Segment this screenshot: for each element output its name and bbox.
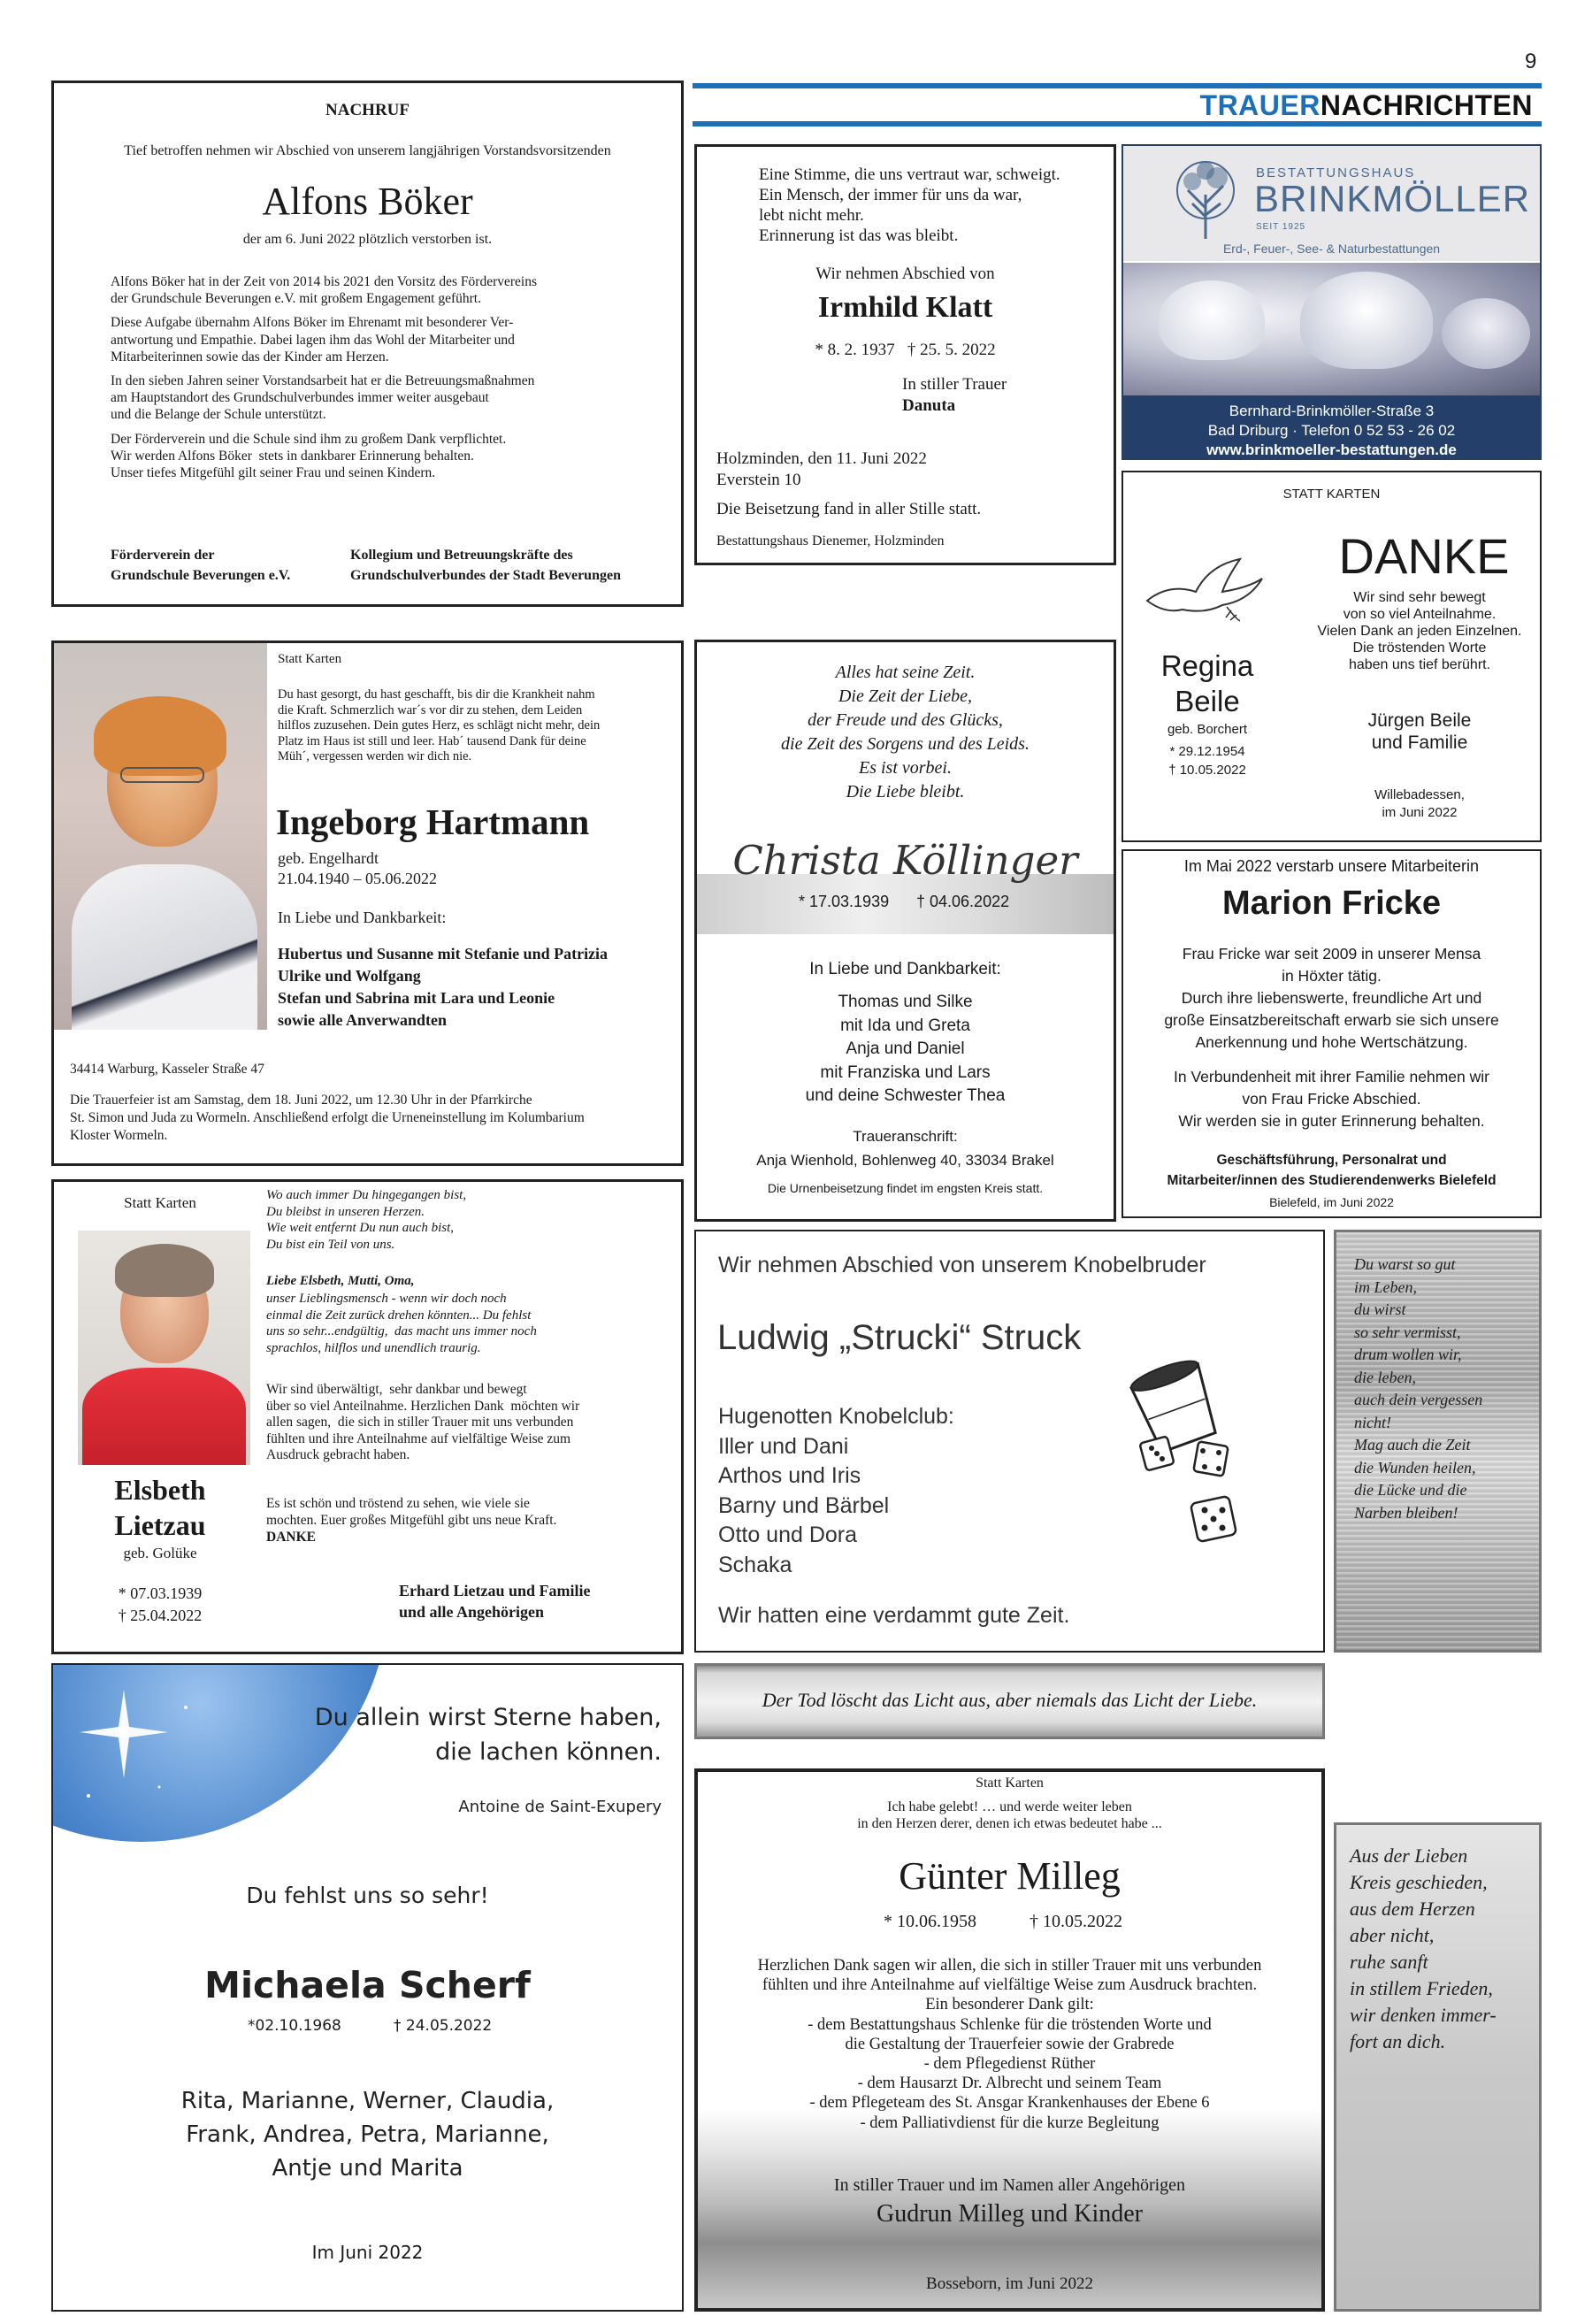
deceased-name: Christa Köllinger (732, 837, 1078, 884)
kicker: Statt Karten (124, 1194, 196, 1211)
funeral-text: Die Trauerfeier ist am Samstag, dem 18. Juni 2022, um 12.30 Uhr in der Pfarrkirche St. Simon und Juda zu Wormeln. Anschließend erfolgt die Urneneinstellung im Kolumbarium Kloster Wormeln. (70, 1093, 585, 1143)
die-icon (1187, 1492, 1249, 1554)
ad-tagline: Erd-, Feuer-, See- & Naturbestattungen (1222, 242, 1441, 256)
notice-body: Frau Fricke war seit 2009 in unserer Mensa in Höxter tätig. Durch ihre liebenswerte, freundliche Art und große Einsatzbereitschaft erwarb sie sich unsere Anerkennung und hohe Wertschätzung. (1164, 945, 1499, 1051)
poem-panel-sea (1334, 1230, 1542, 1653)
poem: Eine Stimme, die uns vertraut war, schweigt. Ein Mensch, der immer für uns da war, lebt nicht mehr. Erinnerung ist das was bleibt. (759, 165, 1060, 245)
family-list: Jürgen Beile und Familie (1367, 710, 1472, 753)
birth-date: *02.10.1968 (248, 2017, 341, 2035)
poem: Alles hat seine Zeit. Die Zeit der Liebe, der Freude und des Glücks, die Zeit des Sorgens und des Leids. Es ist vorbei. Die Liebe bleibt. (781, 663, 1030, 802)
signature: Geschäftsführung, Personalrat und Mitarbeiter/innen des Studierendenwerks Bielefeld (1167, 1153, 1497, 1188)
salutation: Liebe Elsbeth, Mutti, Oma, (266, 1274, 415, 1288)
deceased-first-name: Regina (1160, 649, 1254, 682)
death-date: † 04.06.2022 (916, 893, 1010, 910)
poem: Ich habe gelebt! … und werde weiter leben in den Herzen derer, denen ich etwas bedeutet habe ... (857, 1799, 1162, 1831)
thanks-heading: DANKE (1338, 528, 1510, 584)
intro-text: Tief betroffen nehmen wir Abschied von unserem langjährigen Vorstandsvorsitzenden (124, 143, 611, 158)
death-date: † 10.05.2022 (1168, 763, 1246, 778)
thanks-text: Herzlichen Dank sagen wir allen, die sich in stiller Trauer mit uns verbunden fühlten und ihre Anteilnahme auf vielfältige Weise zum Ausdruck brachten. Ein besonderer Dank gilt: - dem Bestattungshaus Schlenke für die tröstenden Worte und die Gestaltung der Trauerfeier sowie der Grabrede - dem Pflegedienst Rüther - dem Hausarzt Dr. Albrecht und seinem Team - dem Pflegeteam des St. Ansgar Krankenhauses der Ebene 6 - dem Palliativdienst für die kurze Begleitung (757, 1957, 1262, 2132)
mourner-name: Danuta (902, 396, 956, 415)
family-list: Rita, Marianne, Werner, Claudia, Frank, Andrea, Petra, Marianne, Antje und Marita (180, 2088, 555, 2182)
birth-date: * 10.06.1958 (884, 1912, 976, 1931)
notice-beile (1122, 471, 1542, 842)
place-date: Holzminden, den 11. Juni 2022 Everstein 10 (716, 449, 927, 489)
poem: Wo auch immer Du hingegangen bist, Du bleibst in unseren Herzen. Wie weit entfernt Du nun auch bist, Du bist ein Teil von uns. (266, 1188, 467, 1252)
notice-klatt (694, 144, 1116, 565)
poem: Du hast gesorgt, du hast geschafft, bis dir die Krankheit nahm die Kraft. Schmerzlich war´s vor dir zu stehen, dem Leiden hilflos zuzusehen. Dein gutes Herz, es schlägt nicht mehr, dein Platz im Haus ist still und leer. Hab´ tausend Dank für deine Müh´, vergessen werden wir dich nie. (278, 687, 601, 763)
deceased-name: Ludwig „Strucki“ Struck (717, 1318, 1082, 1357)
notice-fricke (1122, 849, 1542, 1218)
intro-text: Im Mai 2022 verstarb unsere Mitarbeiterin (1183, 857, 1480, 875)
notice-lietzau (51, 1179, 684, 1654)
death-date: † 10.05.2022 (1030, 1912, 1122, 1931)
poem: Du warst so gut im Leben, du wirst so sehr vermisst, drum wollen wir, die leben, auch dein vergessen nicht! Mag auch die Zeit die Wunden heilen, die Lücke und die Narben bleiben! (1354, 1255, 1483, 1522)
place-date: Bosseborn, im Juni 2022 (926, 2274, 1093, 2293)
quote-strip (694, 1663, 1325, 1739)
birth-name: geb. Engelhardt (278, 849, 379, 867)
tree-logo-icon (1166, 155, 1245, 243)
death-date: † 25.04.2022 (118, 1607, 203, 1624)
section-header (693, 89, 1542, 127)
quote-author: Antoine de Saint-Exupery (458, 1798, 662, 1816)
dice-cup-icon (1125, 1329, 1284, 1488)
club-list: Hugenotten Knobelclub: Iller und Dani Arthos und Iris Barny und Bärbel Otto und Dora Schaka (718, 1404, 954, 1577)
portrait-photo (78, 1231, 250, 1465)
deceased-first-name: Elsbeth (114, 1474, 206, 1506)
address: Anja Wienhold, Bohlenweg 40, 33034 Brakel (756, 1152, 1054, 1169)
quote-text: Der Tod löscht das Licht aus, aber niemals das Licht der Liebe. (762, 1689, 1258, 1711)
section-header-rule (693, 83, 1542, 88)
place-date: Willebadessen, im Juni 2022 (1374, 787, 1465, 820)
notice-struck (694, 1230, 1325, 1653)
deceased-name: Ingeborg Hartmann (276, 802, 590, 842)
quote: Du allein wirst Sterne haben, die lachen können. (314, 1704, 662, 1766)
mourning-text: In stiller Trauer (902, 375, 1007, 394)
notice-boeker (51, 81, 684, 607)
deceased-name: Günter Milleg (899, 1854, 1121, 1898)
death-date-text: der am 6. Juni 2022 plötzlich verstorben ist. (242, 232, 493, 247)
section-title-b: NACHRICHTEN (1320, 89, 1533, 121)
notice-body-2: In Verbundenheit mit ihrer Familie nehmen wir von Frau Fricke Abschied. Wir werden sie in guter Erinnerung behalten. (1174, 1068, 1489, 1130)
signature-left: Förderverein der Grundschule Beverungen e.V. (111, 548, 291, 583)
birth-date: * 29.12.1954 (1169, 744, 1245, 759)
place-date: Im Juni 2022 (311, 2242, 424, 2263)
life-dates: * 8. 2. 1937 † 25. 5. 2022 (815, 341, 996, 359)
birth-date: * 07.03.1939 (118, 1584, 203, 1602)
notice-scherf (51, 1663, 684, 2312)
death-date: † 24.05.2022 (394, 2017, 493, 2035)
thanks-text-2: Es ist schön und tröstend zu sehen, wie viele sie mochten. Euer großes Mitgefühl gibt uns neue Kraft. (266, 1496, 557, 1528)
ad-website[interactable]: www.brinkmoeller-bestattungen.de (1206, 441, 1457, 458)
undertaker-text: Bestattungshaus Dienemer, Holzminden (716, 533, 945, 548)
birth-name: geb. Borchert (1167, 722, 1248, 737)
dove-icon (1143, 552, 1267, 623)
family-list: Hubertus und Susanne mit Stefanie und Patrizia Ulrike und Wolfgang Stefan und Sabrina mit Lara und Leonie sowie alle Anverwandten (278, 945, 609, 1029)
place-date: Bielefeld, im Juni 2022 (1269, 1195, 1394, 1209)
thanks-text: Wir sind überwältigt, sehr dankbar und bewegt über so viel Anteilnahme. Herzlichen Dank möchten wir allen sagen, die sich in stiller Trauer mit uns verbunden fühlten und ihre Anteilnahme auf vielfältige Weise zum Ausdruck gebracht haben. (266, 1382, 580, 1462)
section-title-a: TRAUER (1199, 89, 1321, 121)
birth-name: geb. Golüke (123, 1545, 197, 1561)
thanks-text: In Liebe und Dankbarkeit: (809, 960, 1001, 978)
deceased-last-name: Lietzau (114, 1509, 206, 1541)
intro-text: Wir nehmen Abschied von (815, 265, 995, 283)
ad-kicker: BESTATTUNGSHAUS (1256, 165, 1416, 180)
ad-brinkmoeller (1122, 144, 1542, 460)
notice-milleg (694, 1768, 1325, 2312)
deceased-last-name: Beile (1175, 685, 1240, 717)
page-number: 9 (1525, 50, 1537, 73)
deceased-name: Marion Fricke (1221, 885, 1442, 922)
closing-text: Wir hatten eine verdammt gute Zeit. (718, 1603, 1070, 1628)
miss-text: Du fehlst uns so sehr! (246, 1883, 489, 1908)
deceased-name: Michaela Scherf (204, 1964, 531, 2006)
kicker: Statt Karten (976, 1776, 1044, 1791)
urn-text: Die Urnenbeisetzung findet im engsten Kreis statt. (767, 1181, 1044, 1195)
intro-text: Wir nehmen Abschied von unserem Knobelbruder (718, 1253, 1206, 1277)
ad-address: Bernhard-Brinkmöller-Straße 3 (1229, 403, 1435, 419)
ad-company-name: BRINKMÖLLER (1254, 178, 1531, 219)
portrait-photo (54, 643, 267, 1030)
address: 34414 Warburg, Kasseler Straße 47 (70, 1062, 264, 1077)
ad-phone: Bad Driburg · Telefon 0 52 53 - 26 02 (1207, 422, 1456, 439)
deceased-name: Alfons Böker (262, 180, 473, 223)
family-name: Gudrun Milleg und Kinder (877, 2200, 1143, 2228)
kicker: STATT KARTEN (1282, 487, 1381, 502)
funeral-text: Die Beisetzung fand in aller Stille statt. (716, 500, 982, 518)
notice-heading: NACHRUF (325, 101, 410, 119)
thanks-text: Wir sind sehr bewegt von so viel Anteilnahme. Vielen Dank an jeden Einzelnen. Die tröstenden Worte haben uns tief berührt. (1317, 590, 1522, 672)
thanks-text: In Liebe und Dankbarkeit: (278, 909, 447, 926)
notice-hartmann (51, 640, 684, 1166)
ad-since: SEIT 1925 (1256, 222, 1306, 232)
star-icon (71, 1681, 212, 1822)
deceased-name: Irmhild Klatt (817, 291, 993, 324)
flower-photo (1123, 263, 1540, 395)
family-list: Thomas und Silke mit Ida und Greta Anja und Daniel mit Franziska und Lars und deine Schwester Thea (805, 993, 1006, 1105)
poem-2: unser Lieblingsmensch - wenn wir doch noch einmal die Zeit zurück drehen könnten... Du fehlst uns so sehr...endgültig, das macht uns immer noch sprachlos, hilflos und unendlich traurig. (266, 1292, 537, 1355)
thanks-word: DANKE (266, 1530, 316, 1545)
poem-panel-gray (1334, 1822, 1542, 2312)
life-dates: 21.04.1940 – 05.06.2022 (278, 870, 437, 887)
kicker: Statt Karten (278, 652, 342, 666)
mourning-text: In stiller Trauer und im Namen aller Angehörigen (833, 2175, 1186, 2195)
notice-koellinger (694, 640, 1116, 1222)
signature-right: Kollegium und Betreuungskräfte des Grundschulverbundes der Stadt Beverungen (350, 548, 621, 583)
family-list: Erhard Lietzau und Familie und alle Angehörigen (399, 1582, 591, 1621)
birth-date: * 17.03.1939 (799, 893, 890, 910)
address-label: Traueranschrift: (853, 1128, 958, 1145)
poem: Aus der Lieben Kreis geschieden, aus dem Herzen aber nicht, ruhe sanft in stillem Frieden, wir denken immer- fort an dich. (1350, 1845, 1497, 2052)
notice-body: Alfons Böker hat in der Zeit von 2014 bis 2021 den Vorsitz des Fördervereins der Grundschule Beverungen e.V. mit großem Engagement geführt. Diese Aufgabe übernahm Alfons Böker im Ehrenamt mit besonderer Ver- antwortung und Empathie. Dabei lagen ihm das Wohl der Mitarbeiter und Mitarbeiterinnen sowie das der Kinder am Herzen. In den sieben Jahren seiner Vorstandsarbeit hat er die Betreuungsmaßnahmen am Hauptstandort des Grundschulverbundes immer weiter ausgebaut und die Belange der Schule unterstützt. Der Förderverein und die Schule sind ihm zu großem Dank verpflichtet. Wir werden Alfons Böker stets in dankbarer Erinnerung behalten. Unser tiefes Mitgefühl gilt seiner Frau und seinen Kindern. (111, 274, 538, 481)
